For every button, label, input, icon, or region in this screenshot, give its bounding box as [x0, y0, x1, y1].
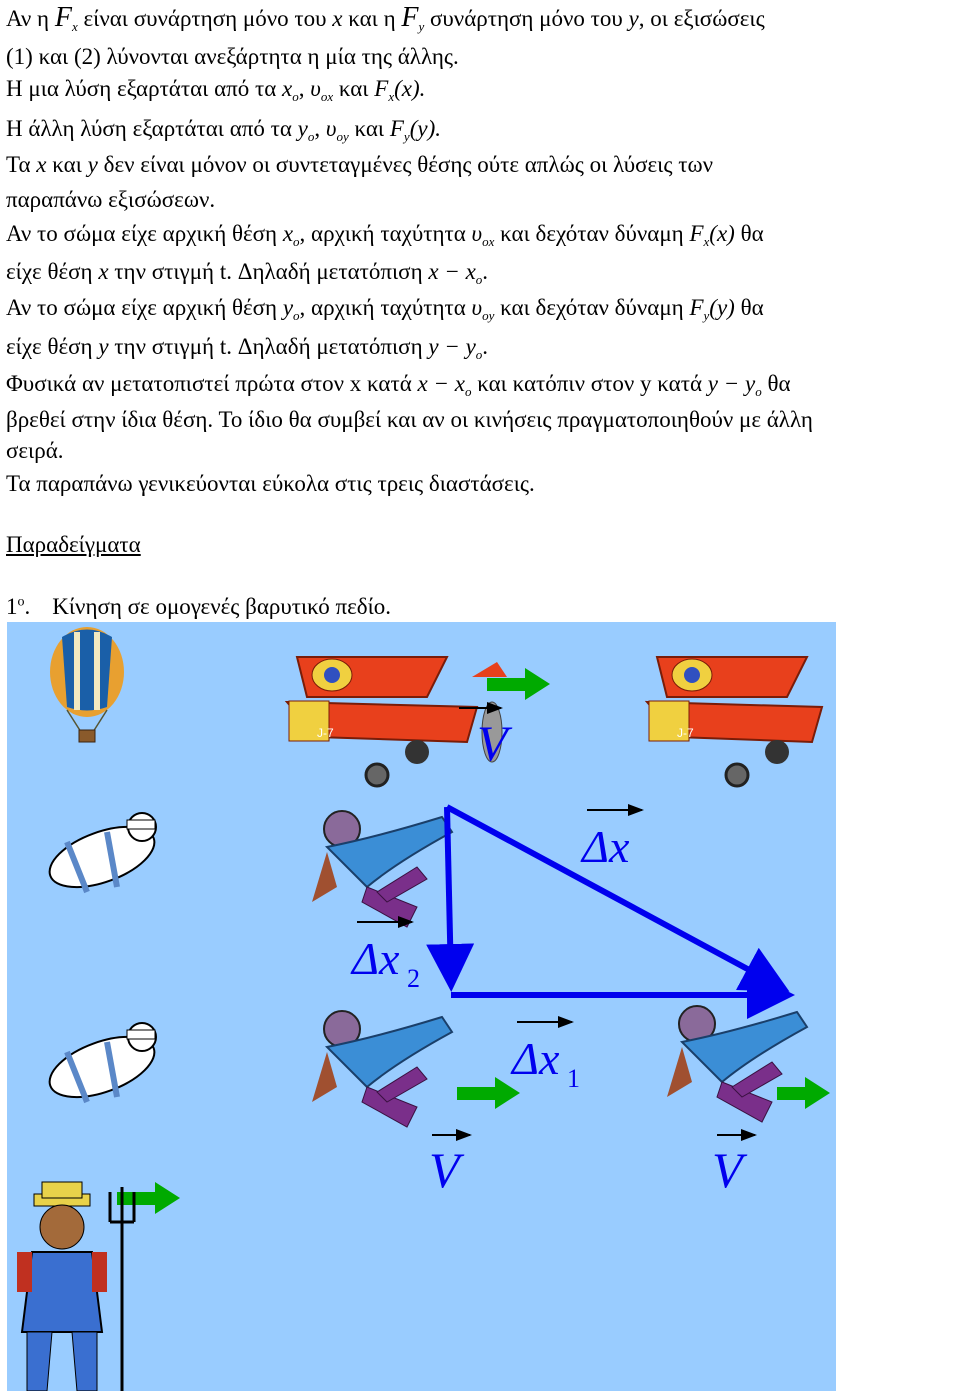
text-line-6: παραπάνω εξισώσεων. — [6, 187, 216, 212]
text-line-13: σειρά. — [6, 438, 64, 463]
green-arrow-icon — [777, 1077, 830, 1109]
label-dx1 — [510, 1022, 580, 1093]
vector-v-bottom-right — [712, 1135, 755, 1198]
svg-text:2: 2 — [407, 964, 420, 993]
plane-tag: J-7 — [677, 726, 694, 740]
text-line-1: Αν η $F_x$ είναι συνάρτηση μόνο του x και η $F_y$ συνάρτηση μόνο του y, οι εξισώσεις — [6, 2, 765, 34]
text-line-11: Φυσικά αν μετατοπιστεί πρώτα στον x κατά $x - x_o$ και κατόπιν στον y κατά $y - y_o$ θα — [6, 371, 791, 399]
text-line-9: Αν το σώμα είχε αρχική θέση $y_o$, αρχική ταχύτητα $\upsilon_{oy}$ και δεχόταν δύναμη $F_y(y)$ θα — [6, 295, 764, 323]
farmer-icon — [17, 1182, 134, 1391]
plane-tag: J-7 — [317, 726, 334, 740]
label-dx2 — [350, 922, 420, 993]
example-title: $1^o$. Κίνηση σε ομογενές βαρυτικό πεδίο. — [6, 594, 392, 619]
text-line-8: είχε θέση x την στιγμή t. Δηλαδή μετατόπιση $x - x_o$. — [6, 259, 489, 287]
superhero-icon — [312, 1011, 452, 1127]
plane-icon — [287, 657, 507, 786]
superhero-icon — [312, 811, 452, 927]
svg-text:Δx: Δx — [352, 933, 400, 984]
svg-text:Δx: Δx — [582, 821, 630, 872]
svg-text:V: V — [477, 715, 508, 771]
text-line-7: Αν το σώμα είχε αρχική θέση $x_o$, αρχική ταχύτητα $\upsilon_{ox}$ και δεχόταν δύναμη $F_x(x)$ θα — [6, 221, 764, 249]
svg-text:Δx: Δx — [512, 1033, 560, 1084]
svg-text:V: V — [429, 1142, 460, 1198]
green-arrow-icon — [117, 1182, 180, 1214]
svg-text:V: V — [712, 1142, 743, 1198]
section-heading: Παραδείγματα — [6, 532, 141, 557]
skydiver-creature-icon — [42, 1023, 162, 1109]
text-line-2: (1) και (2) λύνονται ανεξάρτητα η μία της άλλης. — [6, 44, 459, 69]
svg-text:1: 1 — [567, 1064, 580, 1093]
skydiver-creature-icon — [42, 813, 162, 899]
text-line-14: Τα παραπάνω γενικεύονται εύκολα στις τρεις διαστάσεις. — [6, 471, 535, 496]
superhero-icon — [667, 1006, 807, 1122]
dx2-arrow — [447, 807, 451, 980]
figure-illustration — [7, 622, 836, 1391]
text-line-3: Η μια λύση εξαρτάται από τα $x_o$, $\upsilon_{ox}$ και $F_x(x)$. — [6, 76, 426, 104]
figure-svg — [7, 622, 836, 1391]
vector-v-bottom-left — [429, 1135, 470, 1198]
label-dx — [580, 810, 642, 872]
text-line-4: Η άλλη λύση εξαρτάται από τα $y_o$, $\upsilon_{oy}$ και $F_y(y)$. — [6, 116, 441, 144]
text-line-12: βρεθεί στην ίδια θέση. Το ίδιο θα συμβεί και αν οι κινήσεις πραγματοποιηθούν με άλλη — [6, 407, 813, 432]
green-arrow-icon — [457, 1077, 520, 1109]
text-line-5: Τα x και y δεν είναι μόνον οι συντεταγμένες θέσης ούτε απλώς οι λύσεις των — [6, 152, 714, 177]
text-line-10: είχε θέση y την στιγμή t. Δηλαδή μετατόπιση $y - y_o$. — [6, 334, 489, 362]
plane-icon — [647, 657, 822, 786]
balloon-icon — [50, 627, 124, 742]
